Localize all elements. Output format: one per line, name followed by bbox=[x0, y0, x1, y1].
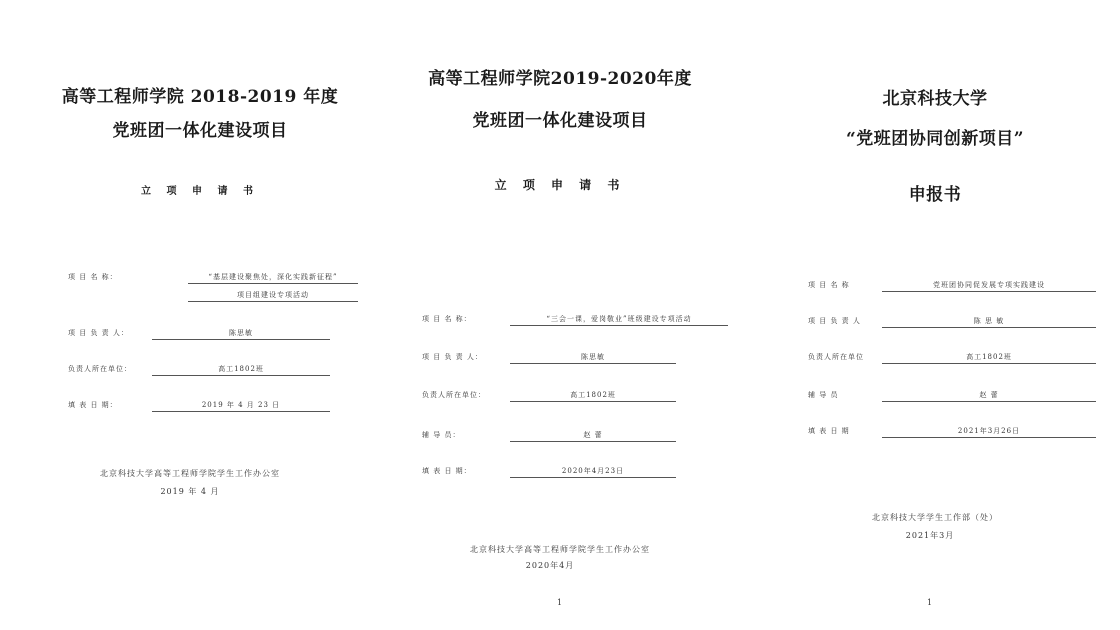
doc2-title-line1: 高等工程师学院2019-2020年度 bbox=[428, 69, 692, 89]
document-3 bbox=[780, 0, 1110, 630]
field-value: 高工1802班 bbox=[152, 364, 330, 376]
doc1-field-unit bbox=[68, 358, 338, 376]
doc1-footer-date: 2019 年 4 月 bbox=[160, 487, 220, 496]
doc2-heading: 立 项 申 请 书 bbox=[494, 178, 626, 192]
field-label: 负责人所在单位： bbox=[422, 391, 486, 399]
doc2-page-number: 1 bbox=[556, 598, 564, 607]
doc2-title-line2: 党班团一体化建设项目 bbox=[472, 111, 648, 131]
doc3-title-line2: “党班团协同创新项目” bbox=[845, 129, 1025, 149]
field-label: 负责人所在单位 bbox=[808, 353, 864, 361]
doc2-footer-org: 北京科技大学高等工程师学院学生工作办公室 bbox=[470, 545, 650, 554]
doc3-field-date bbox=[808, 420, 1108, 438]
doc1-field-project-name-cont bbox=[68, 284, 338, 302]
field-label: 项 目 负 责 人： bbox=[422, 353, 483, 361]
doc1-footer-org: 北京科技大学高等工程师学院学生工作办公室 bbox=[100, 469, 280, 478]
doc2-field-unit bbox=[422, 384, 722, 402]
doc3-heading: 申报书 bbox=[908, 185, 962, 205]
field-label: 填 表 日 期： bbox=[68, 401, 118, 409]
field-label: 项 目 名 称 bbox=[808, 281, 850, 289]
field-value: “基层建设聚焦处，深化实践新征程” bbox=[188, 272, 358, 284]
field-value: 陈思敏 bbox=[152, 328, 330, 340]
doc2-field-project-name bbox=[422, 308, 722, 326]
field-label: 项 目 负 责 人： bbox=[68, 329, 129, 337]
field-value: 2021年3月26日 bbox=[882, 426, 1096, 438]
doc3-field-project-name bbox=[808, 274, 1108, 292]
doc1-field-date bbox=[68, 394, 338, 412]
field-label: 辅 导 员： bbox=[422, 431, 461, 439]
doc3-title-line1: 北京科技大学 bbox=[882, 89, 988, 109]
doc3-field-unit bbox=[808, 346, 1108, 364]
field-label: 填 表 日 期 bbox=[808, 427, 850, 435]
field-label: 项 目 名 称： bbox=[68, 273, 118, 281]
doc1-field-project-name bbox=[68, 266, 338, 284]
field-value: 陈 思 敏 bbox=[882, 316, 1096, 328]
field-value: 高工1802班 bbox=[510, 390, 676, 402]
doc2-field-advisor bbox=[422, 424, 722, 442]
doc1-heading: 立 项 申 请 书 bbox=[141, 186, 259, 197]
field-value: 2019 年 4 月 23 日 bbox=[152, 400, 330, 412]
doc3-page-number: 1 bbox=[926, 598, 934, 607]
field-value: 2020年4月23日 bbox=[510, 466, 676, 478]
field-label: 项 目 名 称： bbox=[422, 315, 472, 323]
field-label: 负责人所在单位： bbox=[68, 365, 132, 373]
doc1-title-line1: 高等工程师学院 2018-2019 年度 bbox=[61, 87, 339, 107]
doc2-field-leader bbox=[422, 346, 722, 364]
field-label: 填 表 日 期： bbox=[422, 467, 472, 475]
field-value: 赵 蕾 bbox=[510, 430, 676, 442]
doc2-footer-date: 2020年4月 bbox=[525, 561, 575, 570]
doc2-field-date bbox=[422, 460, 722, 478]
doc3-field-advisor bbox=[808, 384, 1108, 402]
field-value: 党班团协同促发展专项实践建设 bbox=[882, 280, 1096, 292]
doc3-footer-date: 2021年3月 bbox=[905, 531, 955, 540]
doc3-field-leader bbox=[808, 310, 1108, 328]
document-2 bbox=[400, 0, 720, 630]
field-value: 高工1802班 bbox=[882, 352, 1096, 364]
field-value: “三会一课，爱岗敬业”班级建设专项活动 bbox=[510, 314, 728, 326]
field-label: 项 目 负 责 人 bbox=[808, 317, 861, 325]
field-value: 赵 蕾 bbox=[882, 390, 1096, 402]
document-1 bbox=[40, 0, 360, 630]
field-label: 辅 导 员 bbox=[808, 391, 839, 399]
doc1-title-line2: 党班团一体化建设项目 bbox=[112, 121, 288, 141]
field-value: 陈思敏 bbox=[510, 352, 676, 364]
doc3-footer-org: 北京科技大学学生工作部（处） bbox=[872, 513, 998, 522]
doc1-field-leader bbox=[68, 322, 338, 340]
field-value: 项目组建设专项活动 bbox=[188, 290, 358, 302]
